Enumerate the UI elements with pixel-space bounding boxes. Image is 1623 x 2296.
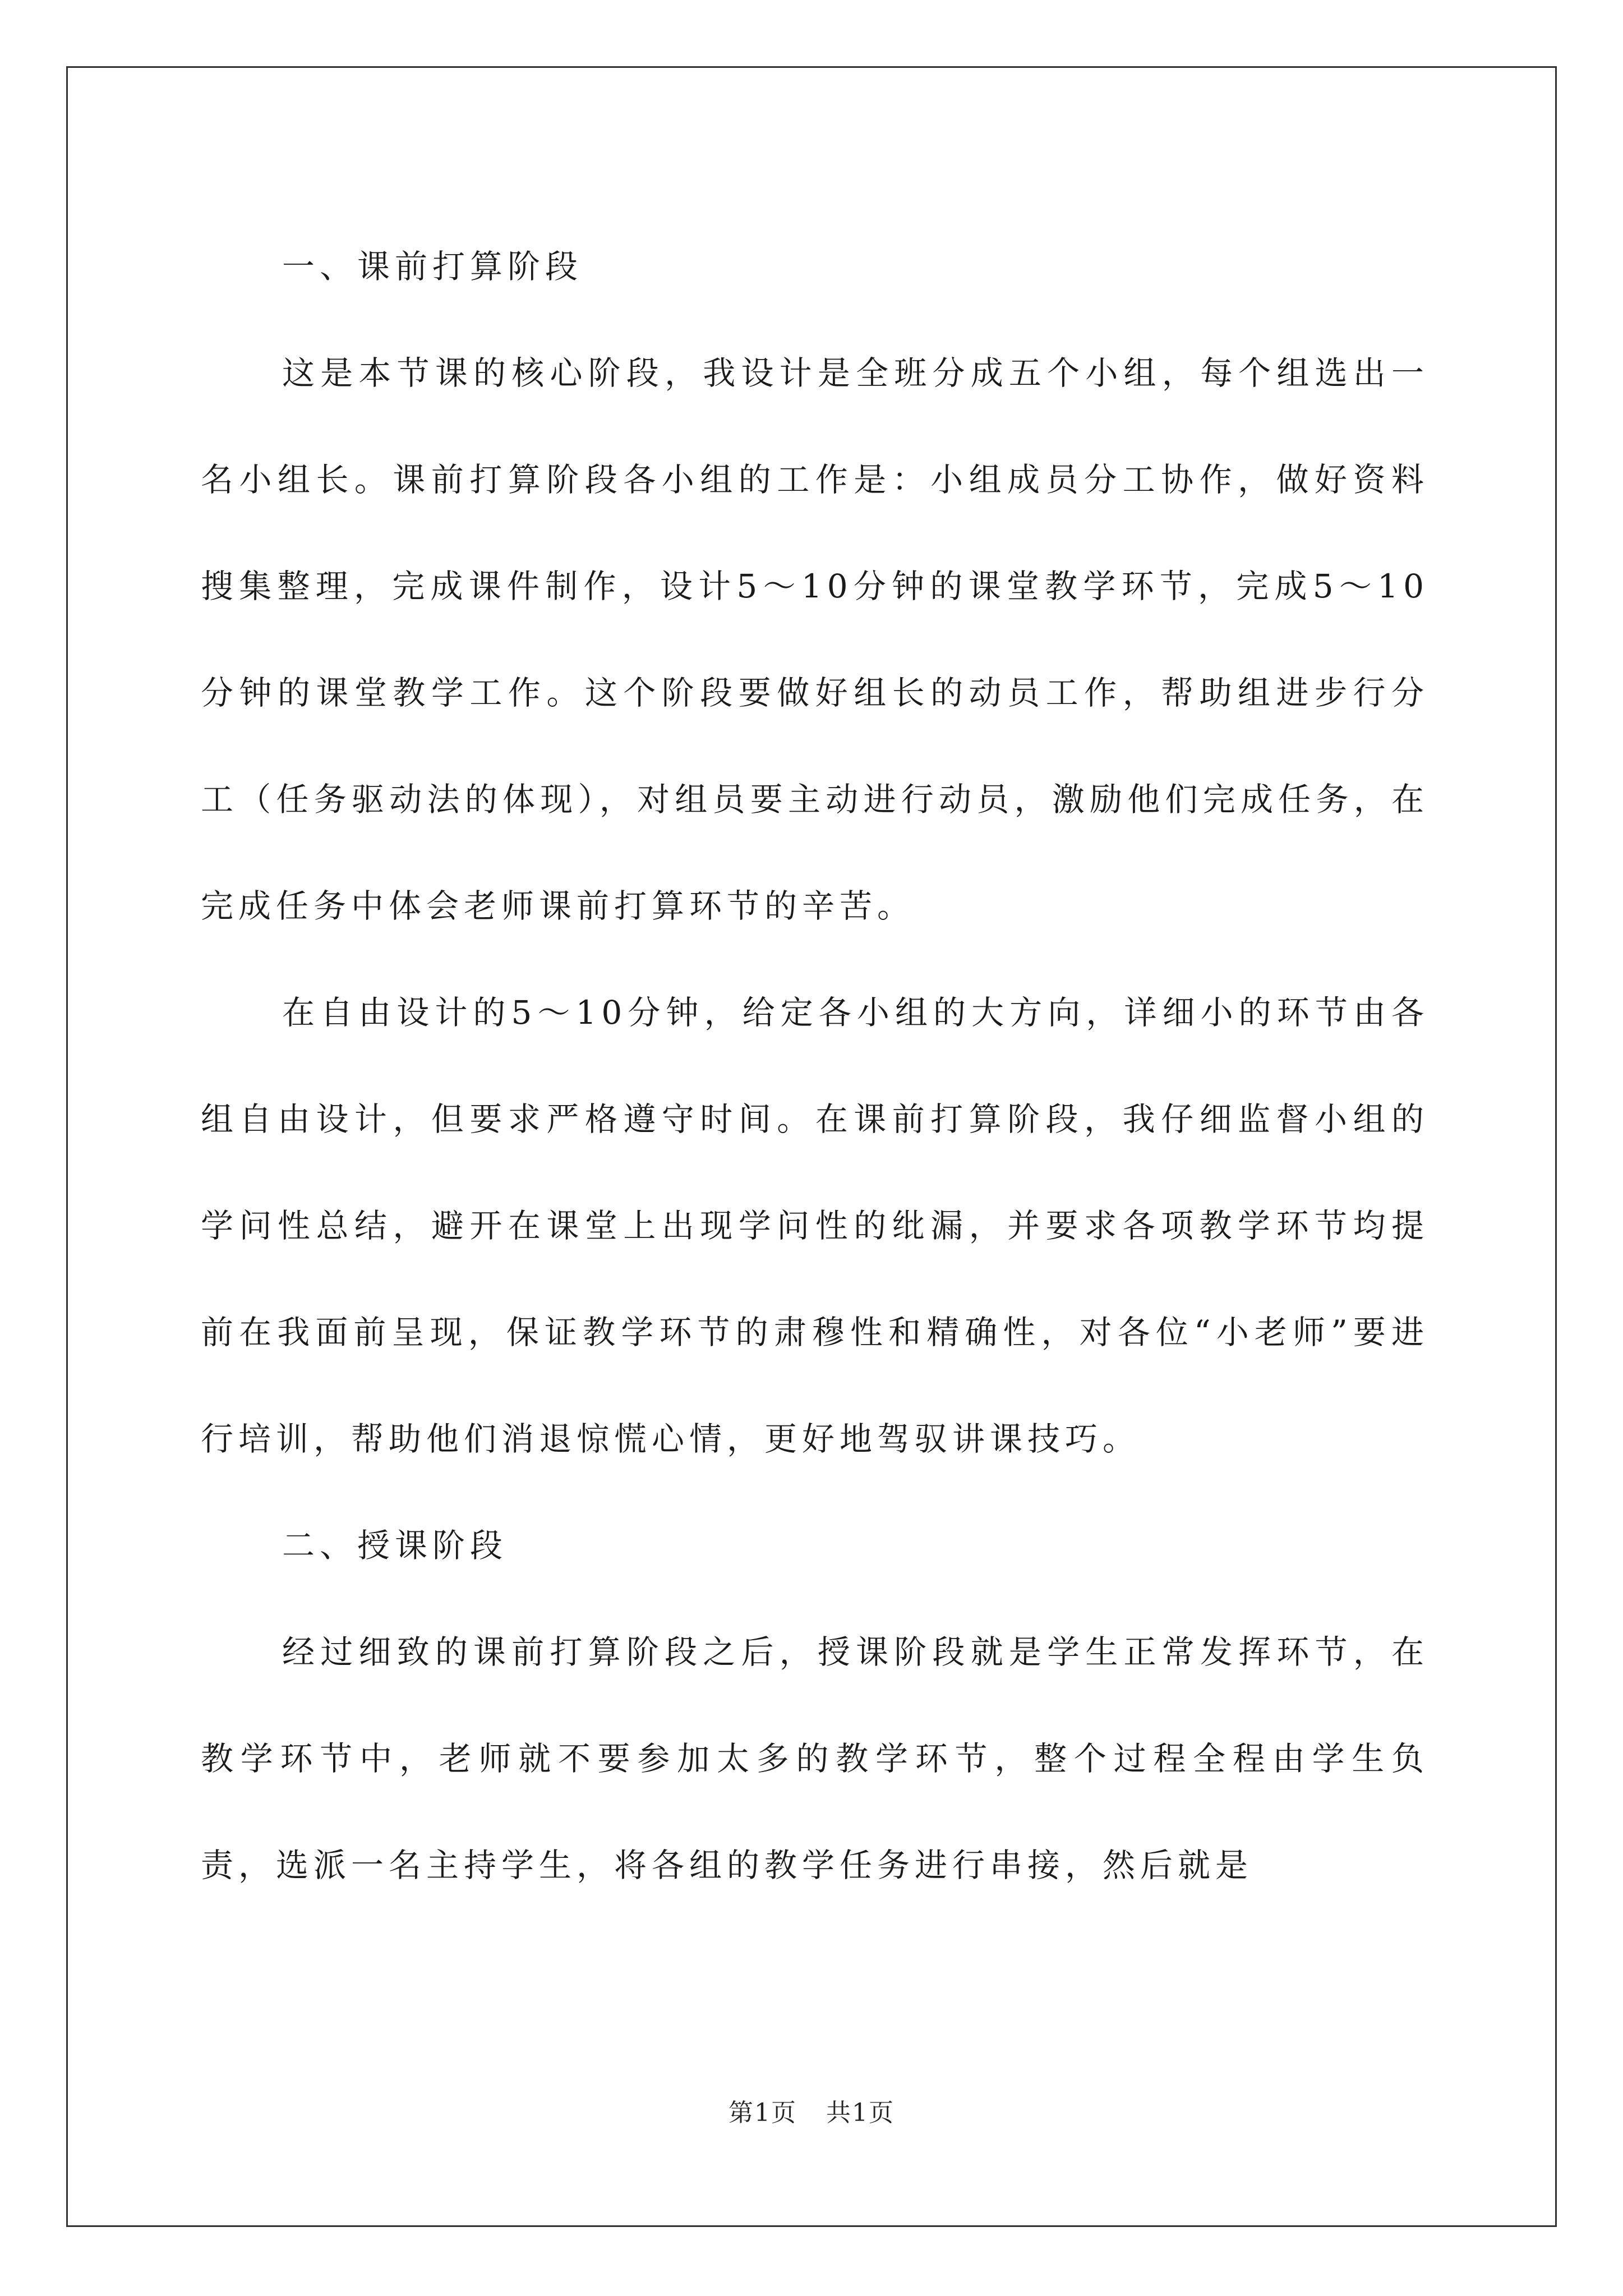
document-body — [201, 213, 1429, 1918]
page-footer — [0, 2092, 1623, 2128]
paragraph-2: 在自由设计的5～10分钟，给定各小组的大方向，详细小的环节由各组自由设计，但要求严格遵守时间。在课前打算阶段，我仔细监督小组的学问性总结，避开在课堂上出现学问性的纰漏，并要求各项教学环节均提前在我面前呈现，保证教学环节的肃穆性和精确性，对各位“小老师”要进行培训，帮助他们消退惊慌心情，更好地驾驭讲课技巧。 — [201, 993, 1429, 1458]
page-total: 共1页 — [826, 2099, 895, 2127]
section-heading-2: 二、授课阶段 — [282, 1526, 508, 1565]
paragraph-1: 这是本节课的核心阶段，我设计是全班分成五个小组，每个组选出一名小组长。课前打算阶段各小组的工作是：小组成员分工协作，做好资料搜集整理，完成课件制作，设计5～10分钟的课堂教学环节，完成5～10分钟的课堂教学工作。这个阶段要做好组长的动员工作，帮助组进步行分工（任务驱动法的体现），对组员要主动进行动员，激励他们完成任务，在完成任务中体会老师课前打算环节的辛苦。 — [201, 354, 1429, 925]
section-heading-1: 一、课前打算阶段 — [282, 247, 583, 286]
paragraph-3: 经过细致的课前打算阶段之后，授课阶段就是学生正常发挥环节，在教学环节中，老师就不要参加太多的教学环节，整个过程全程由学生负责，选派一名主持学生，将各组的教学任务进行串接，然后就是 — [201, 1633, 1429, 1884]
page-number: 第1页 — [728, 2099, 797, 2127]
